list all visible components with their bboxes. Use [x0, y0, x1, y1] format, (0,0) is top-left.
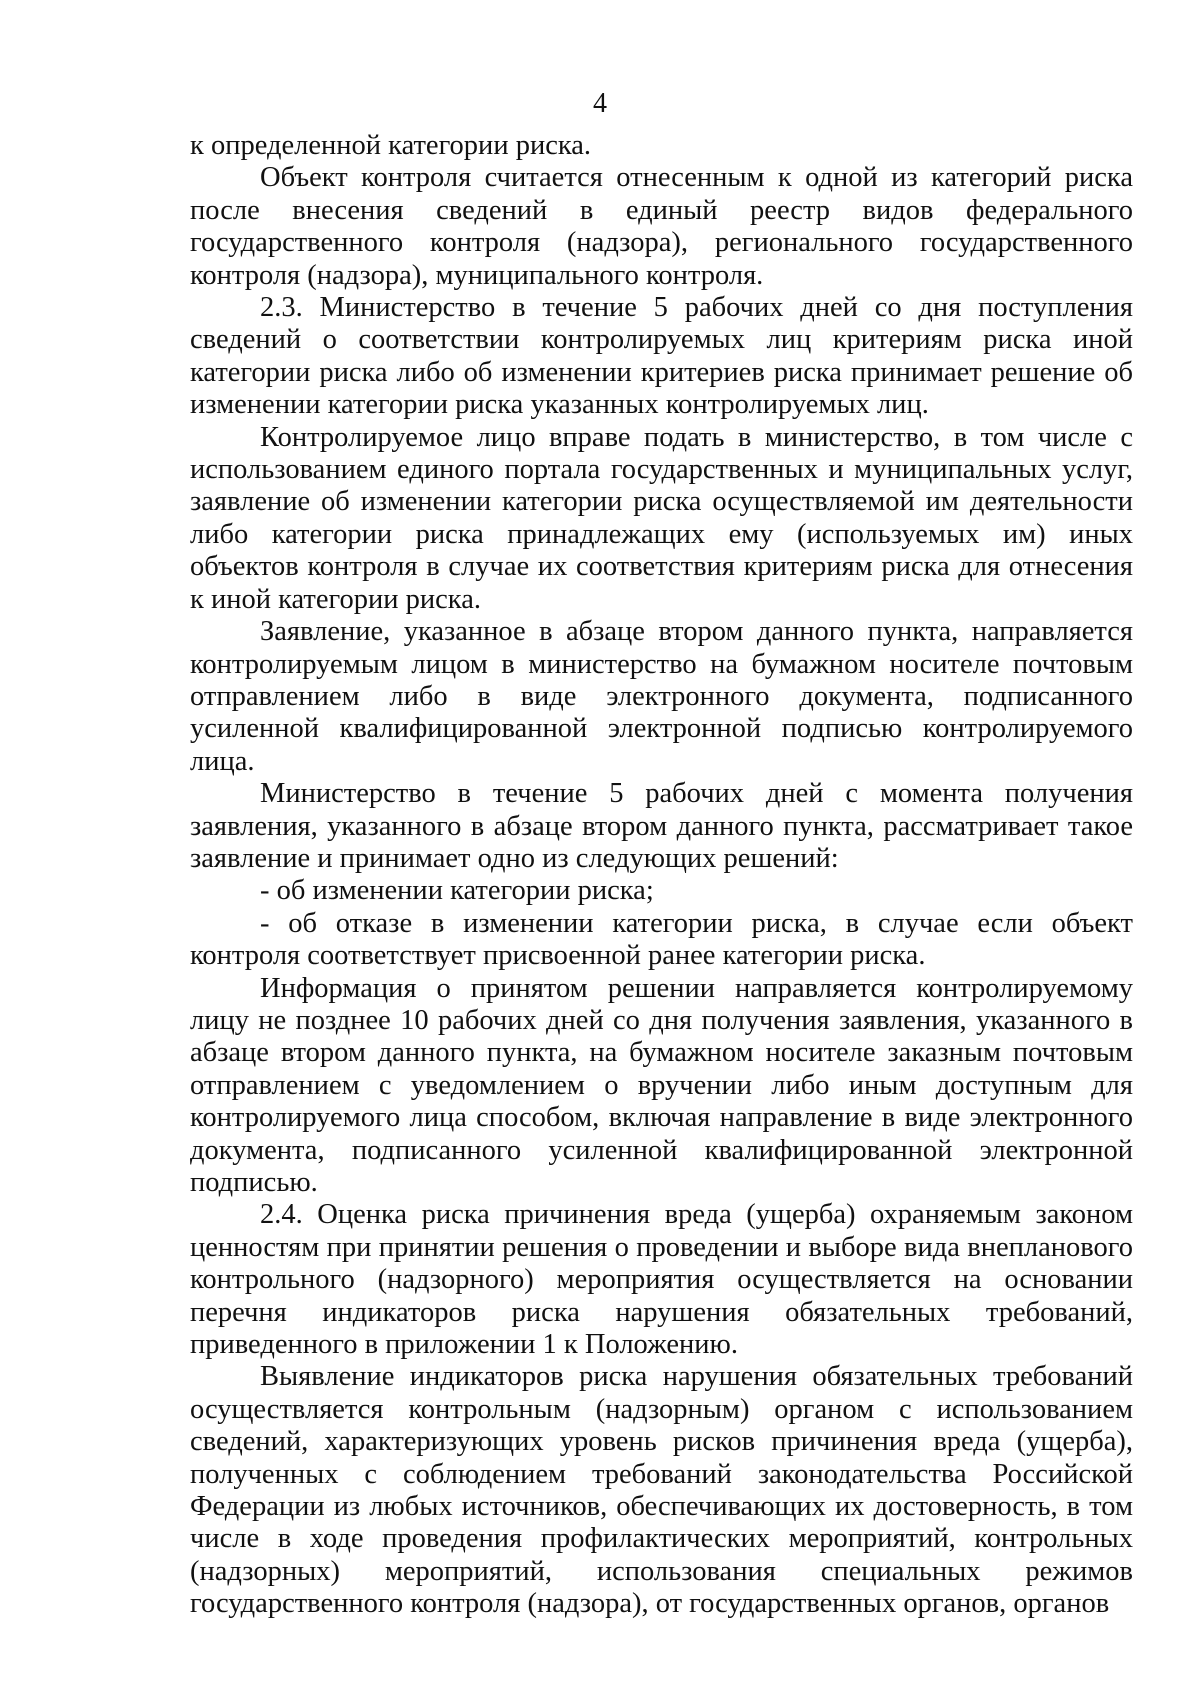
paragraph: Выявление индикаторов риска нарушения обязательных требований осуществляется контрольным (надзорным) органом с использованием сведений, характеризующих уровень рисков причинения вреда (ущерба), полученных с соблюдением требований законодательства Российской Федерации из любых источников, обеспечивающих их достоверность, в том числе в ходе проведения профилактических мероприятий, контрольных (надзорных) мероприятий, использования специальных режимов государственного контроля (надзора), от государственных органов, органов	[190, 1361, 1133, 1620]
paragraph: - об отказе в изменении категории риска, в случае если объект контроля соответствует присвоенной ранее категории риска.	[190, 907, 1133, 972]
paragraph: Информация о принятом решении направляется контролируемому лицу не позднее 10 рабочих дней со дня получения заявления, указанного в абзаце втором данного пункта, на бумажном носителе заказным почтовым отправлением с уведомлением о вручении либо иным доступным для контролируемого лица способом, включая направление в виде электронного документа, подписанного усиленной квалифицированной электронной подписью.	[190, 972, 1133, 1198]
paragraph: к определенной категории риска.	[190, 130, 592, 161]
document-body	[190, 130, 1133, 1621]
paragraph: 2.4. Оценка риска причинения вреда (ущерба) охраняемым законом ценностям при принятии решения о проведении и выборе вида внепланового контрольного (надзорного) мероприятия осуществляется на основании перечня индикаторов риска нарушения обязательных требований, приведенного в приложении 1 к Положению.	[190, 1199, 1133, 1361]
paragraph: Объект контроля считается отнесенным к одной из категорий риска после внесения сведений в единый реестр видов федерального государственного контроля (надзора), регионального государственного контроля (надзора), муниципального контроля.	[190, 162, 1133, 291]
page-number: 4	[593, 88, 607, 119]
paragraph: - об изменении категории риска;	[260, 875, 654, 907]
paragraph: 2.3. Министерство в течение 5 рабочих дней со дня поступления сведений о соответствии контролируемых лиц критериям риска иной категории риска либо об изменении критериев риска принимает решение об изменении категории риска указанных контролируемых лиц.	[190, 292, 1133, 421]
paragraph: Заявление, указанное в абзаце втором данного пункта, направляется контролируемым лицом в министерство на бумажном носителе почтовым отправлением либо в виде электронного документа, подписанного усиленной квалифицированной электронной подписью контролируемого лица.	[190, 616, 1133, 777]
paragraph: Контролируемое лицо вправе подать в министерство, в том числе с использованием единого портала государственных и муниципальных услуг, заявление об изменении категории риска осуществляемой им деятельности либо категории риска принадлежащих ему (используемых им) иных объектов контроля в случае их соответствия критериям риска для отнесения к иной категории риска.	[190, 421, 1133, 615]
paragraph: Министерство в течение 5 рабочих дней с момента получения заявления, указанного в абзаце втором данного пункта, рассматривает такое заявление и принимает одно из следующих решений:	[190, 778, 1133, 874]
